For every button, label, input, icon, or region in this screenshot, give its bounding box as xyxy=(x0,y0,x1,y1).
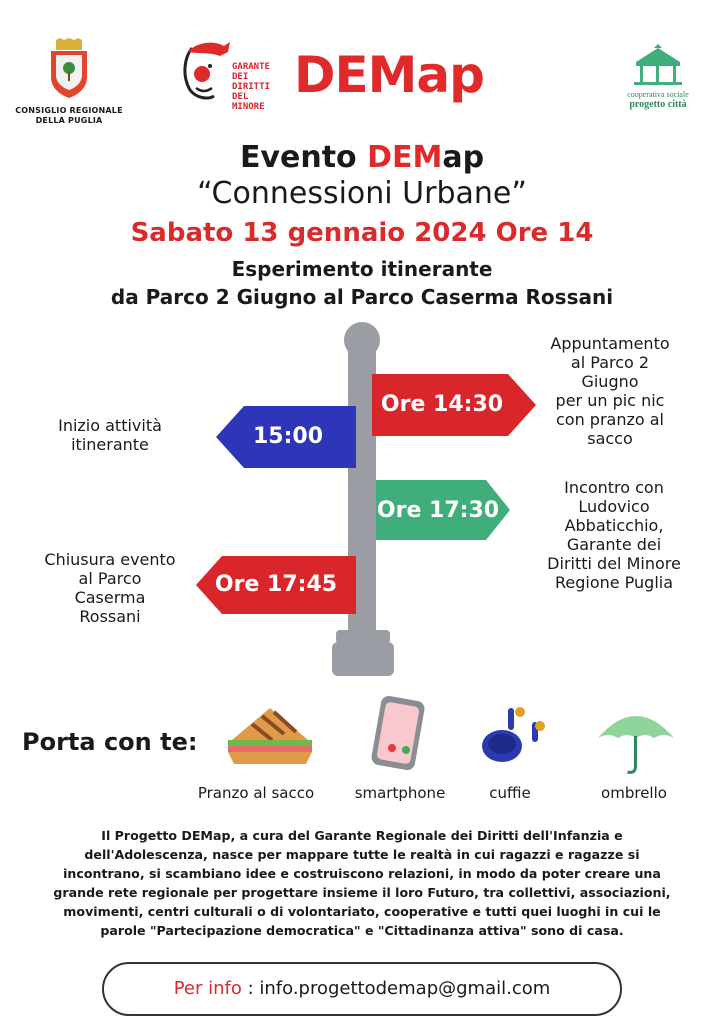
umbrella-icon xyxy=(594,700,678,776)
text-line: al Parco xyxy=(78,569,142,588)
project-description xyxy=(10,826,714,940)
item-umbrella: ombrello xyxy=(601,784,667,802)
text-line: con pranzo al xyxy=(555,410,664,429)
subtitle-line1: Esperimento itinerante xyxy=(231,257,493,281)
text-line: Giugno xyxy=(581,372,639,391)
coat-of-arms-icon xyxy=(14,38,124,100)
text-line: Abbaticchio, xyxy=(564,516,664,535)
info-box xyxy=(102,962,622,1016)
schedule-1745-text xyxy=(20,550,200,626)
coop-line2: progetto città xyxy=(629,99,687,110)
description-line: incontrano, si scambiano idee e costruiscono relazioni, in modo da poter creare una xyxy=(63,866,661,881)
earbuds-icon xyxy=(478,702,550,766)
demap-logo: DEMap xyxy=(294,46,484,104)
description-line: Il Progetto DEMap, a cura del Garante Regionale dei Diritti dell'Infanzia e xyxy=(101,828,623,843)
text-line: Ludovico xyxy=(578,497,650,516)
info-label: Per info xyxy=(173,978,242,999)
child-face-icon xyxy=(174,38,234,108)
sign-1745-label: Ore 17:45 xyxy=(214,571,338,597)
smartphone-icon xyxy=(366,696,432,770)
schedule-1430-text xyxy=(520,334,700,448)
item-headphones: cuffie xyxy=(489,784,531,802)
text-line: Regione Puglia xyxy=(554,573,674,592)
text-line: Chiusura evento xyxy=(44,550,176,569)
coop-line1: cooperativa sociale xyxy=(627,90,689,99)
sign-1430-label: Ore 14:30 xyxy=(380,391,504,417)
text-line: Caserma xyxy=(74,588,146,607)
sign-1500-label: 15:00 xyxy=(252,423,324,449)
info-email-link[interactable]: info.progettodemap@gmail.com xyxy=(259,978,551,999)
bring-heading: Porta con te: xyxy=(22,728,198,756)
description-line: parole "Partecipazione democratica" e "Cittadinanza attiva" sono di casa. xyxy=(100,923,624,938)
event-title-highlight: DEM xyxy=(367,140,443,175)
garante-line1: GARANTE xyxy=(232,62,270,72)
region-caption-line2: DELLA PUGLIA xyxy=(35,116,103,125)
text-line: Diritti del Minore xyxy=(547,554,681,573)
regional-council-logo xyxy=(14,38,124,128)
item-smartphone: smartphone xyxy=(354,784,446,802)
text-line: per un pic nic xyxy=(555,391,665,410)
item-lunch: Pranzo al sacco xyxy=(197,784,315,802)
text-line: al Parco 2 xyxy=(570,353,650,372)
text-line: Rossani xyxy=(79,607,141,626)
description-line: dell'Adolescenza, nasce per mappare tutte le realtà in cui ragazzi e ragazze si xyxy=(84,847,640,862)
sandwich-icon xyxy=(222,704,318,768)
garante-line3: DEL MINORE xyxy=(232,92,265,112)
text-line: Inizio attività xyxy=(58,416,162,435)
region-caption-line1: CONSIGLIO REGIONALE xyxy=(15,106,123,115)
carousel-icon xyxy=(612,42,704,86)
event-name: “Connessioni Urbane” xyxy=(197,176,527,211)
schedule-1500-text xyxy=(30,416,190,454)
description-line: movimenti, centri culturali o di volontariato, cooperative e tutti quei luoghi in cui le xyxy=(63,904,661,919)
garante-logo xyxy=(174,38,284,118)
event-date: Sabato 13 gennaio 2024 Ore 14 xyxy=(130,218,594,248)
text-line: Garante dei xyxy=(566,535,662,554)
cooperative-logo xyxy=(612,42,704,112)
text-line: itinerante xyxy=(71,435,149,454)
schedule-1730-text xyxy=(516,478,712,592)
description-line: grande rete regionale per progettare insieme il loro Futuro, tra collettivi, associazioni, xyxy=(53,885,671,900)
garante-line2: DEI DIRITTI xyxy=(232,72,270,92)
event-title-prefix: Evento xyxy=(239,140,368,175)
event-title xyxy=(0,140,724,175)
sign-1730-label: Ore 17:30 xyxy=(376,497,500,523)
text-line: Incontro con xyxy=(564,478,664,497)
info-separator: : xyxy=(241,978,260,999)
text-line: sacco xyxy=(587,429,633,448)
event-title-suffix: ap xyxy=(442,140,485,175)
text-line: Appuntamento xyxy=(550,334,670,353)
subtitle-line2: da Parco 2 Giugno al Parco Caserma Rossani xyxy=(110,285,614,309)
